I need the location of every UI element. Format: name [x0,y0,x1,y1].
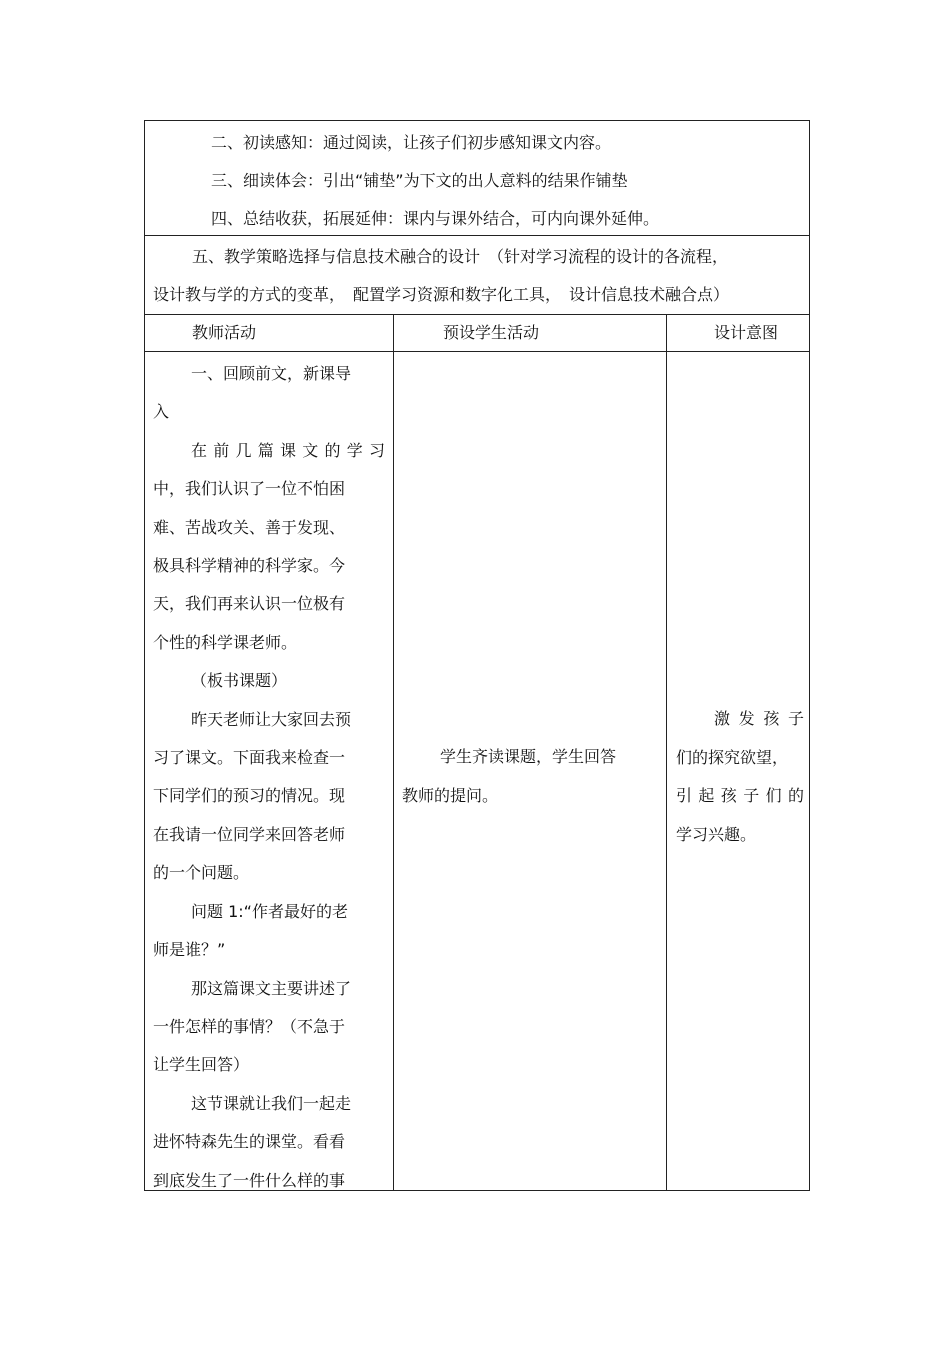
text-line: 个性的科学课老师。 [153,632,298,652]
strategy-line: 五、教学策略选择与信息技术融合的设计 （针对学习流程的设计的各流程， [192,247,729,266]
intro-line: 三、细读体会：引出“铺垫”为下文的出人意料的结果作铺垫 [211,171,628,190]
text-line: 们的探究欲望， [676,747,789,767]
text-line: 问题 1:“作者最好的老 [191,901,348,921]
design-intent-cell [676,700,804,854]
column-divider [666,314,667,1191]
text-line: 学习兴趣。 [676,824,757,844]
text-line: 师是谁？” [153,940,226,960]
text-line: 教师的提问。 [402,786,499,805]
intro-line: 四、总结收获，拓展延伸：课内与课外结合，可内向课外延伸。 [211,209,660,228]
text-line: 激发孩子 [714,709,804,728]
text-line: 让学生回答） [153,1055,250,1075]
text-line: 一、回顾前文，新课导 [191,364,352,383]
header-teacher-activity: 教师活动 [192,323,257,342]
text-line: 下同学们的预习的情况。现 [153,786,346,806]
text-line: 天，我们再来认识一位极有 [153,594,346,614]
text-line: 在前几篇课文的学习 [191,440,385,460]
header-design-intent: 设计意图 [714,323,779,342]
strategy-line: 设计教与学的方式的变革， 配置学习资源和数字化工具， 设计信息技术融合点） [153,285,730,304]
header-student-activity: 预设学生活动 [443,323,540,342]
text-line: 这节课就让我们一起走 [191,1093,352,1113]
intro-line: 二、初读感知：通过阅读，让孩子们初步感知课文内容。 [211,133,612,152]
text-line: 在我请一位同学来回答老师 [153,824,346,844]
text-line: 引起孩子们的 [676,786,804,806]
text-line: 一件怎样的事情？（不急于 [153,1016,346,1036]
text-line: 习了课文。下面我来检查一 [153,748,346,768]
text-line: 极具科学精神的科学家。今 [153,556,346,576]
student-activity-cell [402,737,657,815]
column-divider [393,314,394,1191]
text-line: 学生齐读课题，学生回答 [440,747,617,766]
text-line: 中，我们认识了一位不怕困 [153,479,346,499]
teacher-activity-cell [153,355,385,1200]
text-line: 到底发生了一件什么样的事 [153,1170,346,1190]
table-rule [145,351,809,352]
text-line: （板书课题） [191,671,288,691]
text-line: 的一个问题。 [153,863,250,883]
text-line: 入 [153,402,170,422]
lesson-table [144,120,810,1191]
text-line: 那这篇课文主要讲述了 [191,978,352,998]
text-line: 进怀特森先生的课堂。看看 [153,1132,346,1152]
text-line: 昨天老师让大家回去预 [191,709,352,729]
text-line: 难、苦战攻关、善于发现、 [153,517,346,537]
